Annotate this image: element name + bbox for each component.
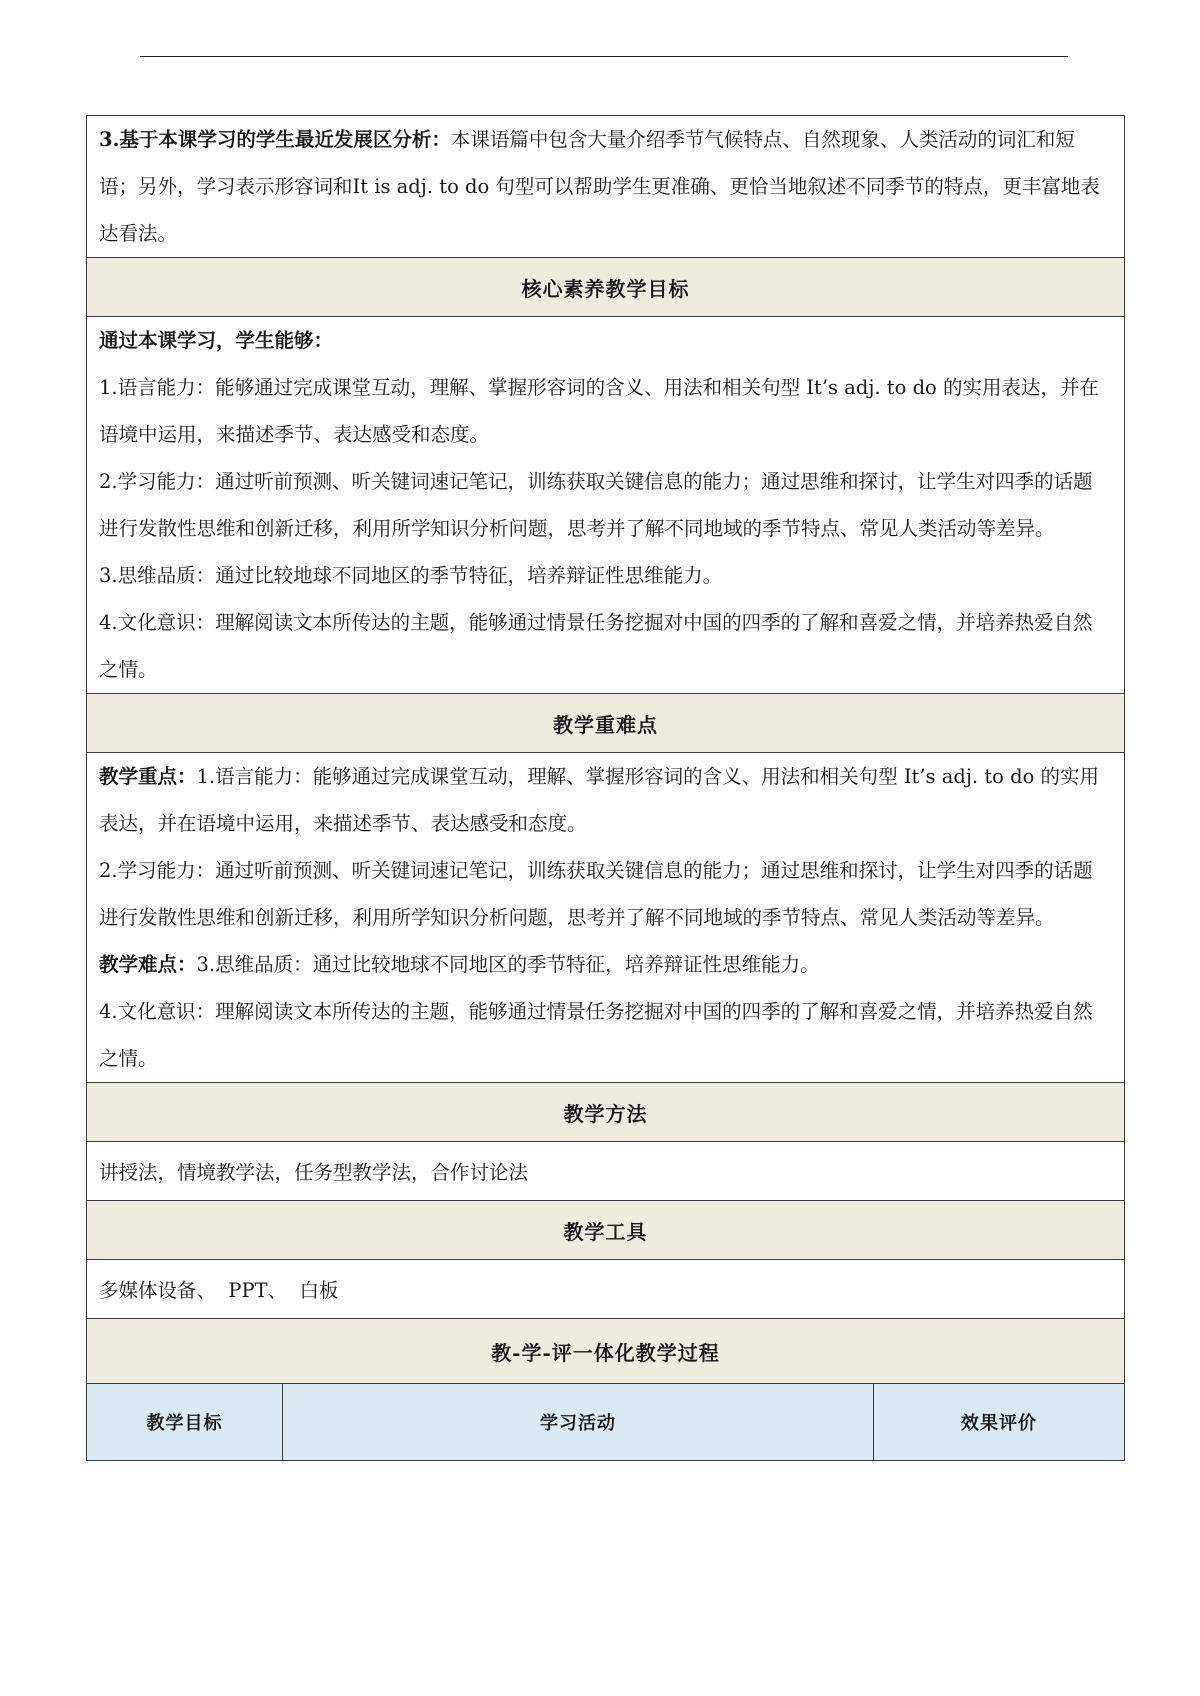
zpd-analysis-paragraph	[99, 116, 1112, 257]
tools-header-row	[87, 1201, 1125, 1260]
focus-item	[99, 753, 1112, 847]
methods-row	[87, 1142, 1125, 1201]
methods-header-row	[87, 1083, 1125, 1142]
zpd-analysis-row	[87, 116, 1125, 258]
core-goal-item: 2.学习能力：通过听前预测、听关键词速记笔记，训练获取关键信息的能力；通过思维和探讨，让学生对四季的话题进行发散性思维和创新迁移，利用所学知识分析问题，思考并了解不同地域的季节特点、常见人类活动等差异。	[99, 470, 1093, 540]
zpd-analysis-text: 本课语篇中包含大量介绍季节气候特点、自然现象、人类活动的词汇和短语；另外，学习表示形容词和It is adj. to do 句型可以帮助学生更准确、更恰当地叙述不同季节的特点，更丰富地表达看法。	[99, 128, 1100, 245]
key-points-title: 教学重难点	[87, 694, 1125, 753]
core-goal-item: 3.思维品质：通过比较地球不同地区的季节特征，培养辩证性思维能力。	[99, 564, 723, 587]
process-columns-row	[87, 1384, 1125, 1461]
core-goals-cell	[87, 317, 1125, 694]
header-rule	[140, 56, 1068, 57]
column-header-goals: 教学目标	[87, 1384, 283, 1461]
core-goal-item: 1.语言能力：能够通过完成课堂互动，理解、掌握形容词的含义、用法和相关句型 It’s adj. to do 的实用表达，并在语境中运用，来描述季节、表达感受和态度。	[99, 376, 1099, 446]
process-header-row	[87, 1319, 1125, 1384]
difficulty-item	[99, 941, 1112, 988]
difficulty-item-text: 3.思维品质：通过比较地球不同地区的季节特征，培养辩证性思维能力。	[196, 953, 820, 976]
focus-label: 教学重点：	[99, 765, 197, 788]
lesson-plan-table	[86, 115, 1125, 1461]
focus-item: 2.学习能力：通过听前预测、听关键词速记笔记，训练获取关键信息的能力；通过思维和探讨，让学生对四季的话题进行发散性思维和创新迁移，利用所学知识分析问题，思考并了解不同地域的季节特点、常见人类活动等差异。	[99, 859, 1093, 929]
difficulty-item: 4.文化意识：理解阅读文本所传达的主题，能够通过情景任务挖掘对中国的四季的了解和喜爱之情，并培养热爱自然之情。	[99, 1000, 1093, 1070]
tools-text: 多媒体设备、 PPT、 白板	[87, 1260, 1125, 1319]
core-goals-lead: 通过本课学习，学生能够：	[99, 329, 334, 352]
tools-row	[87, 1260, 1125, 1319]
tools-title: 教学工具	[87, 1201, 1125, 1260]
difficulty-label: 教学难点：	[99, 953, 197, 976]
core-goals-row	[87, 317, 1125, 694]
column-header-evaluation: 效果评价	[874, 1384, 1125, 1461]
core-goals-header-row	[87, 258, 1125, 317]
methods-title: 教学方法	[87, 1083, 1125, 1142]
core-goals-title: 核心素养教学目标	[87, 258, 1125, 317]
process-title: 教-学-评一体化教学过程	[87, 1319, 1125, 1384]
column-header-activities: 学习活动	[283, 1384, 874, 1461]
methods-text: 讲授法，情境教学法，任务型教学法，合作讨论法	[87, 1142, 1125, 1201]
zpd-analysis-lead: 3.基于本课学习的学生最近发展区分析：	[99, 128, 451, 151]
core-goal-item: 4.文化意识：理解阅读文本所传达的主题，能够通过情景任务挖掘对中国的四季的了解和喜爱之情，并培养热爱自然之情。	[99, 611, 1093, 681]
zpd-analysis-cell	[87, 116, 1125, 258]
key-points-header-row	[87, 694, 1125, 753]
key-points-cell	[87, 753, 1125, 1083]
key-points-row	[87, 753, 1125, 1083]
focus-item-text: 1.语言能力：能够通过完成课堂互动，理解、掌握形容词的含义、用法和相关句型 It’s adj. to do 的实用表达，并在语境中运用，来描述季节、表达感受和态度。	[99, 765, 1100, 835]
